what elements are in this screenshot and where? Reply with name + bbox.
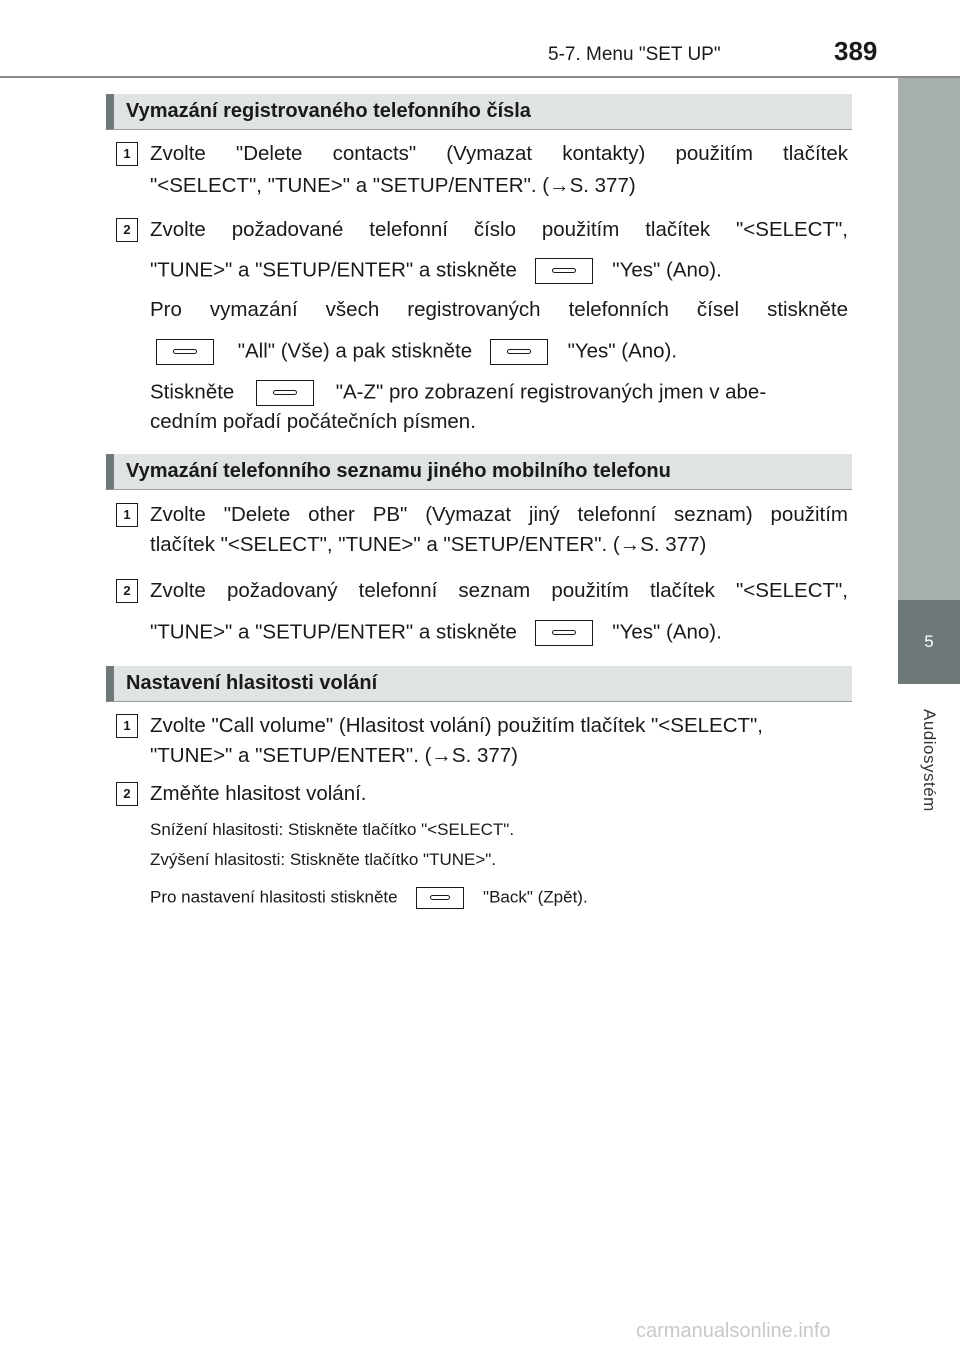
step-text: Zvolte "Delete other PB" (Vymazat jiný telefonní seznam) použitím (150, 503, 848, 526)
button-icon (535, 620, 593, 646)
step-number-box: 1 (116, 503, 138, 527)
side-tab-bar (898, 78, 960, 600)
step-text: cedním pořadí počátečních písmen. (150, 410, 476, 433)
step-text: "TUNE>" a "SETUP/ENTER" a stiskněte (150, 258, 517, 282)
section-header-call-volume (106, 666, 852, 702)
step-text: Zvolte požadovaný telefonní seznam použitím tlačítek "<SELECT", (150, 579, 848, 602)
step-text-line (150, 380, 766, 406)
section-title: Nastavení hlasitosti volání (126, 672, 378, 694)
step-number-box: 2 (116, 218, 138, 242)
section-header-delete-phonebook (106, 454, 852, 490)
step-number-box: 2 (116, 782, 138, 806)
step-text: "TUNE>" a "SETUP/ENTER". (→S. 377) (150, 744, 519, 767)
section-title: Vymazání registrovaného telefonního čísla (126, 100, 531, 122)
step-text: "Yes" (Ano). (612, 620, 722, 644)
header-title: 5-7. Menu "SET UP" (548, 44, 721, 65)
chapter-label-container (898, 690, 960, 830)
step-number-box: 2 (116, 579, 138, 603)
step-text: "TUNE>" a "SETUP/ENTER" a stiskněte (150, 620, 517, 644)
step-text: Zvolte "Call volume" (Hlasitost volání) použitím tlačítek "<SELECT", (150, 714, 763, 737)
button-icon (490, 339, 548, 365)
page-number: 389 (834, 36, 878, 66)
note-text: Snížení hlasitosti: Stiskněte tlačítko "<SELECT". (150, 820, 515, 839)
step-text: Zvolte požadované telefonní číslo použitím tlačítek "<SELECT", (150, 218, 848, 241)
step-text: "Yes" (Ano). (612, 258, 722, 282)
step-text: Změňte hlasitost volání. (150, 782, 367, 805)
step-text-line (150, 339, 677, 365)
section-title: Vymazání telefonního seznamu jiného mobilního telefonu (126, 460, 671, 482)
note-text: "Back" (Zpět). (483, 887, 588, 907)
step-number-box: 1 (116, 142, 138, 166)
note-text: Zvýšení hlasitosti: Stiskněte tlačítko "TUNE>". (150, 850, 497, 869)
step-text: "Yes" (Ano). (567, 339, 678, 363)
chapter-label: Audiosystém (920, 708, 939, 812)
chapter-number: 5 (898, 600, 960, 684)
step-text: "<SELECT", "TUNE>" a "SETUP/ENTER". (→S. 377) (150, 174, 636, 197)
footer-watermark: carmanualsonline.info (636, 1320, 831, 1342)
step-text-line (150, 620, 722, 646)
button-icon (416, 887, 464, 909)
step-text: Pro vymazání všech registrovaných telefonních čísel stiskněte (150, 298, 848, 321)
step-number-box: 1 (116, 714, 138, 738)
button-icon (535, 258, 593, 284)
step-text: tlačítek "<SELECT", "TUNE>" a "SETUP/ENTER". (→S. 377) (150, 533, 707, 556)
note-text-line (150, 887, 588, 909)
note-text: Pro nastavení hlasitosti stiskněte (150, 887, 398, 907)
header-rule (0, 76, 960, 78)
section-header-delete-number (106, 94, 852, 130)
step-text: "A-Z" pro zobrazení registrovaných jmen v abe- (335, 380, 767, 404)
step-text-line (150, 258, 722, 284)
step-text: "All" (Vše) a pak stiskněte (237, 339, 473, 363)
button-icon (156, 339, 214, 365)
step-text: Stiskněte (150, 380, 235, 404)
button-icon (256, 380, 314, 406)
step-text: Zvolte "Delete contacts" (Vymazat kontakty) použitím tlačítek (150, 142, 848, 165)
